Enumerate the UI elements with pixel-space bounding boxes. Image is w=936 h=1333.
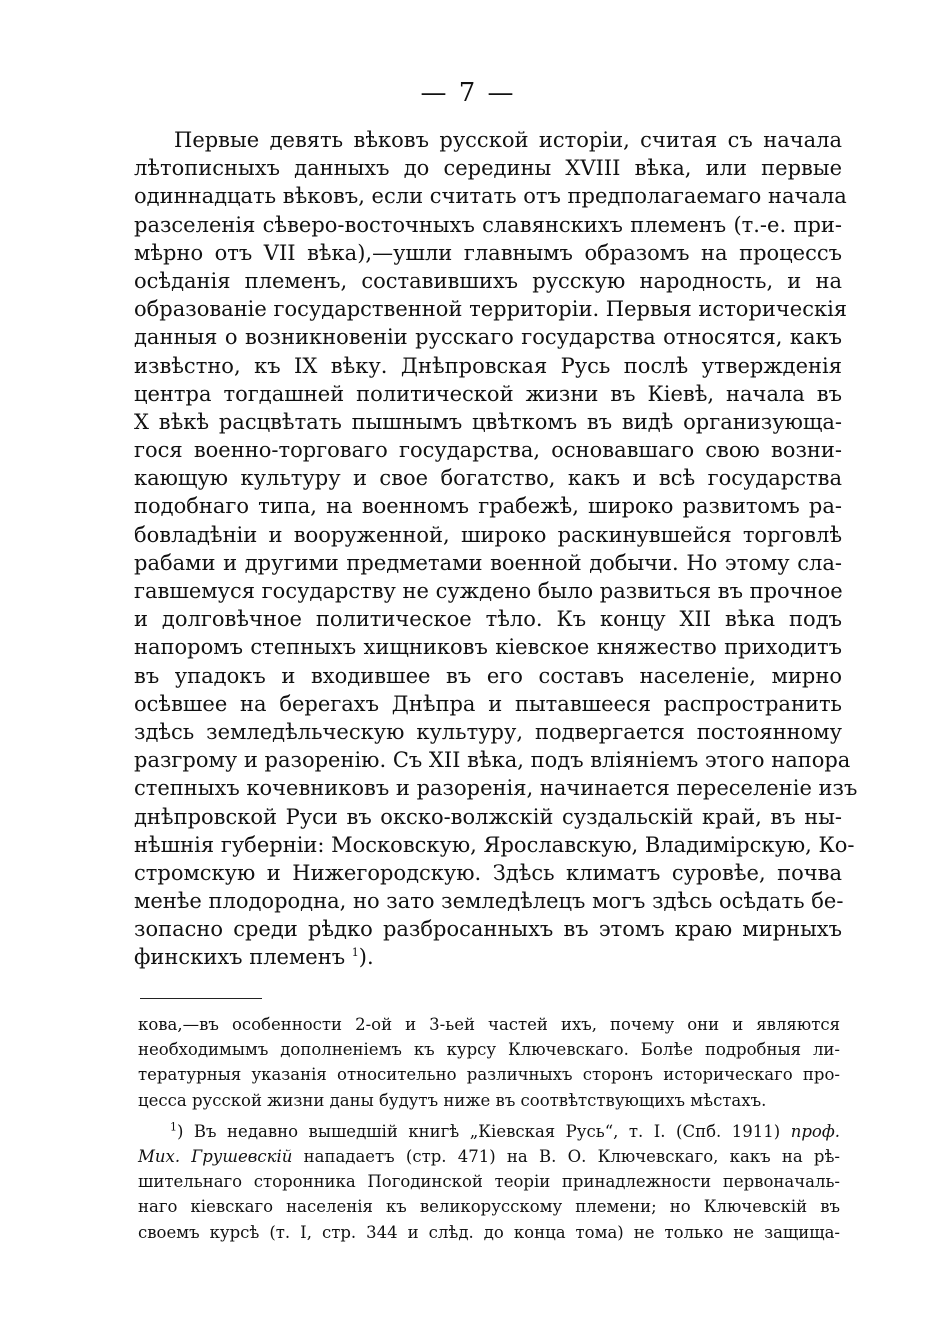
text-line: въ упадокъ и входившее въ его составъ населеніе, мирно: [134, 663, 842, 688]
footnote-separator: [140, 998, 262, 999]
text-line: разселенія сѣверо-восточныхъ славянскихъ племенъ (т.-е. при-: [134, 212, 842, 237]
text-line: рабами и другими предметами военной добычи. Но этому сла-: [134, 550, 842, 575]
text-fragment: ) Въ недавно вышедшій книгѣ „Кіевская Русь“, т. I. (Спб. 1911): [177, 1121, 781, 1141]
text-line: данныя о возникновеніи русскаго государства относятся, какъ: [134, 325, 842, 350]
text-fragment-italic: проф.: [790, 1121, 840, 1141]
text-line: нѣшнія губерніи: Московскую, Ярославскую, Владимірскую, Ко-: [134, 832, 855, 857]
footnote-1-line: шительнаго сторонника Погодинской теоріи принадлежности первоначаль-: [138, 1172, 840, 1192]
footnote-line: цесса русской жизни даны будутъ ниже въ соотвѣтствующихъ мѣстахъ.: [138, 1090, 767, 1110]
text-line: образованіе государственной территоріи. Первыя историческія: [134, 297, 848, 322]
footnote-1-line: [138, 1144, 840, 1169]
text-line: осѣвшее на берегахъ Днѣпра и пытавшееся распространить: [134, 691, 842, 716]
text-line: гося военно-торговаго государства, основавшаго свою возни-: [134, 438, 842, 463]
footnote-1-line: [138, 1119, 840, 1144]
text-line: одиннадцать вѣковъ, если считать отъ предполагаемаго начала: [134, 184, 847, 209]
text-line: и долговѣчное политическое тѣло. Къ концу XII вѣка подъ: [134, 607, 842, 632]
text-line: извѣстно, къ IX вѣку. Днѣпровская Русь послѣ утвержденія: [134, 353, 842, 378]
footnote-line: необходимымъ дополненіемъ къ курсу Ключевскаго. Болѣе подробныя ли-: [138, 1040, 840, 1060]
text-line: центра тогдашней политической жизни въ Кіевѣ, начала въ: [134, 381, 842, 406]
text-line: бовладѣніи и вооруженной, широко раскинувшейся торговлѣ: [134, 522, 842, 547]
footnote-marker: 1: [170, 1120, 177, 1134]
text-fragment: финскихъ племенъ: [134, 945, 346, 970]
text-line: разгрому и разоренію. Съ XII вѣка, подъ вліяніемъ этого напора: [134, 748, 851, 773]
text-line: зопасно среди рѣдко разбросанныхъ въ этомъ краю мирныхъ: [134, 917, 842, 942]
text-line: стромскую и Нижегородскую. Здѣсь климатъ суровѣе, почва: [134, 860, 842, 885]
text-line-last: [134, 943, 842, 971]
text-line: днѣпровской Руси въ окско-волжскій суздальскій край, въ ны-: [134, 804, 842, 829]
text-line: Первые девять вѣковъ русской исторіи, считая съ начала: [174, 128, 842, 152]
text-line: гавшемуся государству не суждено было развиться въ прочное: [134, 579, 843, 603]
text-fragment: нападаетъ (стр. 471) на В. О. Ключевскаго, какъ на рѣ-: [303, 1146, 841, 1166]
text-line: лѣтописныхъ данныхъ до середины XVIII вѣка, или первые: [134, 156, 842, 181]
author-name: Мих. Грушевскій: [138, 1146, 293, 1166]
text-line: напоромъ степныхъ хищниковъ кіевское княжество приходитъ: [134, 635, 842, 660]
footnote-ref[interactable]: 1: [351, 946, 359, 960]
main-text: [134, 126, 858, 972]
text-line: осѣданія племенъ, составившихъ русскую народность, и на: [134, 268, 842, 293]
footnote-1-line: своемъ курсѣ (т. I, стр. 344 и слѣд. до конца тома) не только не защища-: [138, 1222, 840, 1242]
text-line: мѣрно отъ VII вѣка),—ушли главнымъ образомъ на процессъ: [134, 240, 842, 265]
footnote-line: кова,—въ особенности 2-ой и 3-ьей частей ихъ, почему они и являются: [138, 1015, 840, 1034]
text-line: здѣсь земледѣльческую культуру, подвергается постоянному: [134, 719, 842, 744]
text-line: степныхъ кочевниковъ и разоренія, начинается переселеніе изъ: [134, 776, 858, 801]
footnote-line: тературныя указанія относительно различныхъ сторонъ историческаго про-: [138, 1065, 840, 1085]
footnotes: [138, 1012, 840, 1245]
footnote-1-line: наго кіевскаго населенія къ великорусскому племени; но Ключевскій въ: [138, 1197, 840, 1217]
text-fragment: ).: [358, 945, 374, 970]
page-number: — 7 —: [420, 78, 516, 108]
text-line: X вѣкѣ расцвѣтать пышнымъ цвѣткомъ въ видѣ организующа-: [134, 409, 842, 434]
text-line: менѣе плодородна, но зато земледѣлецъ могъ здѣсь осѣдать бе-: [134, 889, 844, 914]
text-line: кающую культуру и свое богатство, какъ и всѣ государства: [134, 466, 842, 491]
text-line: подобнаго типа, на военномъ грабежѣ, широко развитомъ ра-: [134, 494, 842, 519]
